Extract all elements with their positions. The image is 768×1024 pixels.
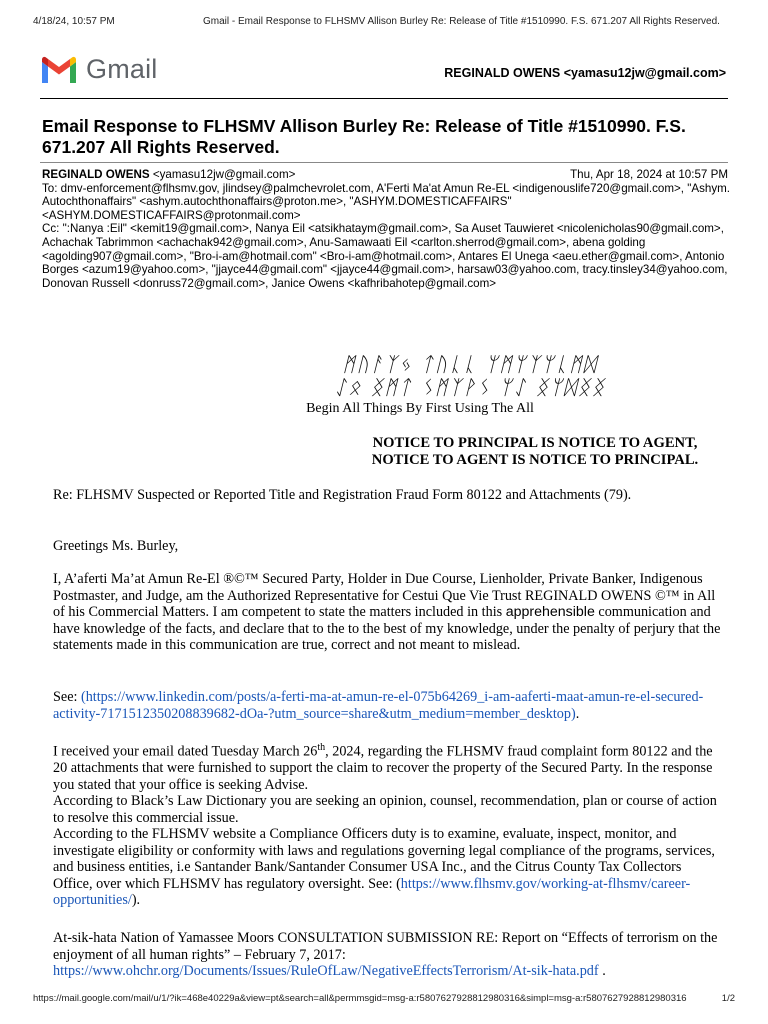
sender-name: REGINALD OWENS [42, 168, 150, 181]
sender-email[interactable]: <yamasu12jw@gmail.com> [152, 168, 296, 181]
para4-text: According to the FLHSMV website a Compliance Officers duty is to examine, evaluate, inspect, monitor, and investigate eligibility or conformity with laws and regulations governing legal compliance of the programs, services, and business entities, i.e Santander Bank/Santander Consumer USA Inc., and the Citrus County Tax Collectors Office, over which FLHSMV has regulatory oversight. See: ( [53, 826, 715, 892]
footer-url: https://mail.google.com/mail/u/1/?ik=468e40229a&view=pt&search=all&permmsgid=msg-a:r5807627928812980316&simpl=msg-a:r5807627928812980316 [33, 993, 687, 1004]
divider [40, 162, 728, 163]
flhsmv-link[interactable]: https://www.flhsmv.gov/working-at-flhsmv/career-opportunities/ [53, 875, 691, 909]
account-label: REGINALD OWENS <yamasu12jw@gmail.com> [444, 66, 726, 80]
paragraph-5 [53, 930, 721, 980]
paragraph-2 [53, 740, 721, 909]
para1-part-b: communication and have knowledge of the facts, and declare that to the to the best of my knowledge, under the penalty of perjury that the statements made in this communication are true, correct and not meant to mislead. [53, 604, 721, 653]
divider [40, 98, 728, 99]
para1-word: apprehensible [505, 604, 595, 620]
sent-date: Thu, Apr 18, 2024 at 10:57 PM [570, 168, 728, 181]
para5-end: . [598, 963, 606, 979]
glyph-line-2: ᛇᛟ ᛝᛗᛏ ᛊᛗᛉᚹᛊ ᛘᛇ ᛝᛘᛞᛝᛝ [334, 375, 606, 399]
re-line [53, 487, 721, 504]
gmail-wordmark: Gmail [86, 54, 158, 84]
para4-end: ). [131, 892, 141, 909]
para2-part-a: I received your email dated Tuesday March 26 [53, 743, 318, 760]
linkedin-link[interactable]: (https://www.linkedin.com/posts/a-ferti-ma-at-amun-re-el-075b64269_i-am-aaferti-maat-amun-re-el-secured-activity-7171512350208839682-dOa-?utm_source=share&utm_medium=member_desktop) [53, 689, 704, 722]
paragraph-3: According to Black’s Law Dictionary you are seeking an opinion, counsel, recommendation, plan or course of action to resolve this commercial issue. [53, 793, 717, 826]
glyph-line-1: ᛗᚢᚨᛉᛃ ᛏᚢᚳᚳ ᛘᛗᛘᛉᛘᚳᛗᛞ [342, 352, 598, 376]
to-recipients: To: dmv-enforcement@flhsmv.gov, jlindsey@palmchevrolet.com, A'Ferti Ma'at Amun Re-EL <indigenouslife720@gmail.com>, "Ashym. Autochthonaffairs" <ashym.autochthonaffairs@proton.me>, "ASHYM.DOMESTICAFFAIRS" <ASHYM.DOMESTICAFFAIRS@protonmail.com> [42, 181, 731, 222]
gmail-logo[interactable] [40, 54, 158, 85]
see-end: . [575, 705, 580, 722]
para1-part-a: I, A’aferti Ma’at Amun Re-El ®©™ Secured Party, Holder in Due Course, Lienholder, Private Banker, Indigenous Postmaster, and Judge, am the Authorized Representative for Cestui Que Vie Trust REGINALD OWENS ©™ in All of his Commercial Matters. I am competent to state the matters included in this [53, 571, 716, 620]
tagline: Begin All Things By First Using The All [306, 401, 534, 416]
print-title: Gmail - Email Response to FLHSMV Allison Burley Re: Release of Title #1510990. F.S. 671.207 All Rights Reserved. [203, 16, 720, 27]
print-datetime: 4/18/24, 10:57 PM [33, 16, 115, 27]
re-line-text: Re: FLHSMV Suspected or Reported Title and Registration Fraud Form 80122 and Attachments (79). [53, 487, 632, 503]
cc-recipients: Cc: ":Nanya :Eil" <kemit19@gmail.com>, Nanya Eil <atsikhataym@gmail.com>, Sa Auset Tauwieret <nicolenicholas90@gmail.com>, Achachak Tabrimmon <achachak942@gmail.com>, Anu-Samawaati Eil <carlton.sherrod@gmail.com>, abena golding <agolding907@gmail.com>, "Bro-i-am@hotmail.com" <Bro-i-am@hotmail.com>, Antares El Unega <aeu.ether@gmail.com>, Antonio Borges <azum19@yahoo.com>, "jjayce44@gmail.com" <jjayce44@gmail.com>, harsaw03@yahoo.com, tracy.tinsley34@yahoo.com, Donovan Russell <donruss72@gmail.com>, Janice Owens <kafhribahotep@gmail.com> [42, 222, 728, 290]
page-number: 1/2 [721, 993, 735, 1004]
email-subject: Email Response to FLHSMV Allison Burley Re: Release of Title #1510990. F.S. 671.207 All Rights Reserved. [42, 116, 686, 157]
para2-part-b: , 2024, regarding the FLHSMV fraud complaint form 80122 and the 20 attachments that were furnished to support the claim to recover the property of the Secured Party. In the response you stated that your office is seeking Advise. [53, 743, 713, 793]
email-meta [42, 168, 732, 290]
see-paragraph [53, 689, 721, 722]
paragraph-1 [53, 571, 721, 654]
greeting-text: Greetings Ms. Burley, [53, 538, 179, 554]
gmail-m-icon [40, 55, 78, 84]
ohchr-link[interactable]: https://www.ohchr.org/Documents/Issues/RuleOfLaw/NegativeEffectsTerrorism/At-sik-hata.pdf [53, 963, 599, 979]
para5-text: At-sik-hata Nation of Yamassee Moors CONSULTATION SUBMISSION RE: Report on “Effects of terrorism on the enjoyment of all human rights” – February 7, 2017: [53, 930, 718, 963]
print-footer [33, 993, 735, 1004]
notice-line-1: NOTICE TO PRINCIPAL IS NOTICE TO AGENT, [372, 435, 698, 451]
notice-line-2: NOTICE TO AGENT IS NOTICE TO PRINCIPAL. [371, 452, 699, 468]
see-label: See: [53, 689, 81, 705]
para2-superscript: th [317, 742, 326, 753]
from-line [42, 168, 732, 182]
greeting [53, 538, 721, 555]
